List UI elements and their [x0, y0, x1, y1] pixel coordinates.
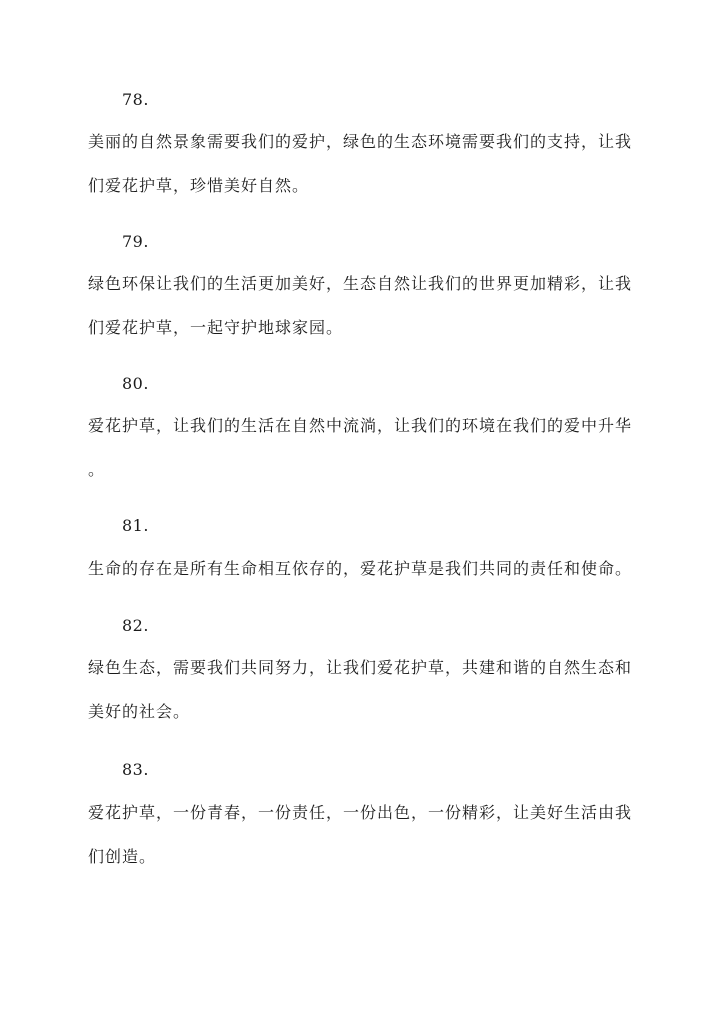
entry-number: 83. — [122, 760, 149, 779]
entry-text-line: 美丽的自然景象需要我们的爱护，绿色的生态环境需要我们的支持，让我 — [88, 132, 633, 151]
entry-number: 82. — [122, 616, 149, 635]
entry-text-line: 们创造。 — [88, 847, 157, 866]
entry-text-line: 绿色环保让我们的生活更加美好，生态自然让我们的世界更加精彩，让我 — [88, 274, 633, 293]
entry-text-line: 。 — [88, 460, 106, 479]
entry-number: 79. — [122, 232, 149, 251]
entry-text-line: 爱花护草，一份青春，一份责任，一份出色，一份精彩，让美好生活由我 — [88, 803, 633, 822]
entry-text-line: 美好的社会。 — [88, 702, 191, 721]
entry-text-line: 们爱花护草，一起守护地球家园。 — [88, 318, 344, 337]
entry-number: 81. — [122, 516, 149, 535]
entry-text-line: 绿色生态，需要我们共同努力，让我们爱花护草，共建和谐的自然生态和 — [88, 658, 633, 677]
entry-text-line: 生命的存在是所有生命相互依存的，爱花护草是我们共同的责任和使命。 — [88, 559, 633, 578]
entry-text-line: 爱花护草，让我们的生活在自然中流淌，让我们的环境在我们的爱中升华 — [88, 416, 633, 435]
entry-number: 80. — [122, 374, 149, 393]
entry-text-line: 们爱花护草，珍惜美好自然。 — [88, 176, 310, 195]
entry-number: 78. — [122, 90, 149, 109]
